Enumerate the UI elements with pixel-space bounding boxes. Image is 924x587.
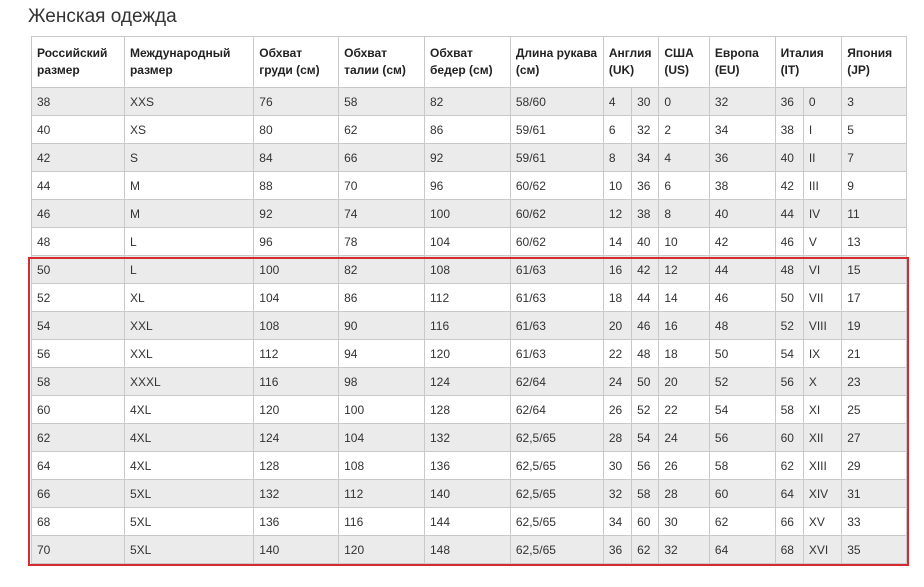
cell-international-size: 4XL: [124, 396, 253, 424]
cell-jp: 25: [842, 396, 907, 424]
cell-waist: 70: [339, 172, 425, 200]
cell-russian-size: 40: [32, 116, 125, 144]
table-row: [32, 508, 907, 536]
cell-chest: 112: [254, 340, 339, 368]
cell-sleeve: 62,5/65: [510, 424, 603, 452]
cell-jp: 27: [842, 424, 907, 452]
cell-it-a: 54: [775, 340, 803, 368]
cell-eu: 46: [709, 284, 775, 312]
cell-it-a: 42: [775, 172, 803, 200]
page-title: Женская одежда: [28, 6, 177, 27]
cell-uk-a: 10: [603, 172, 631, 200]
cell-it-a: 68: [775, 536, 803, 564]
cell-us: 14: [659, 284, 710, 312]
cell-eu: 40: [709, 200, 775, 228]
cell-it-b: VII: [803, 284, 841, 312]
cell-sleeve: 60/62: [510, 228, 603, 256]
cell-international-size: 5XL: [124, 480, 253, 508]
cell-hips: 82: [425, 88, 511, 116]
header-international-size: Международный размер: [124, 37, 253, 88]
cell-chest: 88: [254, 172, 339, 200]
cell-uk-a: 28: [603, 424, 631, 452]
cell-uk-a: 22: [603, 340, 631, 368]
table-row: [32, 228, 907, 256]
cell-sleeve: 62,5/65: [510, 508, 603, 536]
cell-hips: 120: [425, 340, 511, 368]
cell-uk-b: 52: [632, 396, 659, 424]
cell-russian-size: 50: [32, 256, 125, 284]
table-row: [32, 144, 907, 172]
cell-it-b: I: [803, 116, 841, 144]
cell-jp: 19: [842, 312, 907, 340]
cell-it-a: 56: [775, 368, 803, 396]
cell-us: 18: [659, 340, 710, 368]
cell-waist: 94: [339, 340, 425, 368]
cell-hips: 100: [425, 200, 511, 228]
cell-sleeve: 60/62: [510, 172, 603, 200]
cell-it-a: 46: [775, 228, 803, 256]
cell-waist: 98: [339, 368, 425, 396]
cell-sleeve: 62,5/65: [510, 452, 603, 480]
header-hips: Обхват бедер (см): [425, 37, 511, 88]
table-row: [32, 424, 907, 452]
cell-sleeve: 62/64: [510, 396, 603, 424]
cell-jp: 21: [842, 340, 907, 368]
cell-hips: 92: [425, 144, 511, 172]
cell-uk-b: 34: [632, 144, 659, 172]
cell-sleeve: 58/60: [510, 88, 603, 116]
cell-chest: 116: [254, 368, 339, 396]
cell-it-a: 40: [775, 144, 803, 172]
cell-it-a: 62: [775, 452, 803, 480]
cell-uk-b: 60: [632, 508, 659, 536]
table-row: [32, 256, 907, 284]
cell-uk-b: 42: [632, 256, 659, 284]
cell-jp: 35: [842, 536, 907, 564]
cell-uk-b: 44: [632, 284, 659, 312]
header-eu: Европа (EU): [709, 37, 775, 88]
cell-hips: 128: [425, 396, 511, 424]
cell-it-a: 48: [775, 256, 803, 284]
cell-jp: 33: [842, 508, 907, 536]
cell-sleeve: 62/64: [510, 368, 603, 396]
cell-russian-size: 66: [32, 480, 125, 508]
cell-uk-b: 38: [632, 200, 659, 228]
header-it: Италия (IT): [775, 37, 842, 88]
cell-international-size: XXXL: [124, 368, 253, 396]
cell-russian-size: 46: [32, 200, 125, 228]
cell-international-size: XL: [124, 284, 253, 312]
table-row: [32, 368, 907, 396]
header-row: [32, 37, 907, 88]
cell-it-a: 50: [775, 284, 803, 312]
cell-us: 12: [659, 256, 710, 284]
cell-waist: 82: [339, 256, 425, 284]
cell-it-a: 64: [775, 480, 803, 508]
cell-it-b: X: [803, 368, 841, 396]
table-row: [32, 340, 907, 368]
table-row: [32, 396, 907, 424]
cell-waist: 100: [339, 396, 425, 424]
cell-us: 26: [659, 452, 710, 480]
cell-us: 22: [659, 396, 710, 424]
cell-international-size: 5XL: [124, 508, 253, 536]
table-row: [32, 480, 907, 508]
cell-it-b: V: [803, 228, 841, 256]
cell-jp: 3: [842, 88, 907, 116]
cell-chest: 84: [254, 144, 339, 172]
cell-eu: 36: [709, 144, 775, 172]
cell-uk-b: 32: [632, 116, 659, 144]
cell-eu: 42: [709, 228, 775, 256]
cell-chest: 76: [254, 88, 339, 116]
header-chest: Обхват груди (см): [254, 37, 339, 88]
cell-hips: 124: [425, 368, 511, 396]
header-russian-size: Российский размер: [32, 37, 125, 88]
cell-chest: 136: [254, 508, 339, 536]
cell-chest: 92: [254, 200, 339, 228]
cell-it-a: 66: [775, 508, 803, 536]
cell-international-size: M: [124, 200, 253, 228]
cell-chest: 80: [254, 116, 339, 144]
table-row: [32, 88, 907, 116]
cell-russian-size: 64: [32, 452, 125, 480]
cell-waist: 78: [339, 228, 425, 256]
cell-hips: 112: [425, 284, 511, 312]
cell-waist: 116: [339, 508, 425, 536]
cell-hips: 96: [425, 172, 511, 200]
cell-russian-size: 44: [32, 172, 125, 200]
cell-us: 20: [659, 368, 710, 396]
cell-it-b: XI: [803, 396, 841, 424]
cell-uk-b: 40: [632, 228, 659, 256]
cell-us: 2: [659, 116, 710, 144]
cell-eu: 54: [709, 396, 775, 424]
cell-uk-b: 30: [632, 88, 659, 116]
cell-waist: 112: [339, 480, 425, 508]
cell-chest: 108: [254, 312, 339, 340]
cell-it-b: XIV: [803, 480, 841, 508]
cell-russian-size: 70: [32, 536, 125, 564]
cell-uk-b: 56: [632, 452, 659, 480]
table-row: [32, 116, 907, 144]
cell-waist: 104: [339, 424, 425, 452]
cell-chest: 100: [254, 256, 339, 284]
cell-jp: 17: [842, 284, 907, 312]
cell-chest: 128: [254, 452, 339, 480]
cell-uk-a: 20: [603, 312, 631, 340]
cell-waist: 66: [339, 144, 425, 172]
table-row: [32, 312, 907, 340]
cell-uk-a: 36: [603, 536, 631, 564]
cell-hips: 104: [425, 228, 511, 256]
cell-uk-a: 4: [603, 88, 631, 116]
table-row: [32, 284, 907, 312]
cell-eu: 56: [709, 424, 775, 452]
cell-waist: 120: [339, 536, 425, 564]
cell-us: 24: [659, 424, 710, 452]
cell-eu: 50: [709, 340, 775, 368]
cell-russian-size: 68: [32, 508, 125, 536]
cell-uk-a: 26: [603, 396, 631, 424]
cell-waist: 74: [339, 200, 425, 228]
cell-chest: 140: [254, 536, 339, 564]
cell-uk-a: 24: [603, 368, 631, 396]
cell-it-b: VI: [803, 256, 841, 284]
cell-it-b: VIII: [803, 312, 841, 340]
cell-us: 30: [659, 508, 710, 536]
header-jp: Япония (JP): [842, 37, 907, 88]
cell-jp: 5: [842, 116, 907, 144]
header-uk: Англия (UK): [603, 37, 659, 88]
size-table-body: [32, 88, 907, 564]
cell-it-b: 0: [803, 88, 841, 116]
cell-uk-a: 30: [603, 452, 631, 480]
cell-international-size: XXL: [124, 312, 253, 340]
cell-uk-a: 8: [603, 144, 631, 172]
cell-jp: 7: [842, 144, 907, 172]
cell-it-a: 36: [775, 88, 803, 116]
cell-chest: 96: [254, 228, 339, 256]
cell-uk-b: 48: [632, 340, 659, 368]
cell-it-b: III: [803, 172, 841, 200]
cell-eu: 48: [709, 312, 775, 340]
cell-sleeve: 61/63: [510, 312, 603, 340]
cell-uk-a: 32: [603, 480, 631, 508]
size-chart: [31, 36, 907, 564]
cell-russian-size: 52: [32, 284, 125, 312]
cell-hips: 132: [425, 424, 511, 452]
cell-waist: 58: [339, 88, 425, 116]
cell-eu: 60: [709, 480, 775, 508]
cell-chest: 124: [254, 424, 339, 452]
header-sleeve: Длина рукава (см): [510, 37, 603, 88]
cell-russian-size: 62: [32, 424, 125, 452]
cell-waist: 86: [339, 284, 425, 312]
cell-it-b: XII: [803, 424, 841, 452]
cell-russian-size: 58: [32, 368, 125, 396]
cell-sleeve: 59/61: [510, 144, 603, 172]
cell-jp: 13: [842, 228, 907, 256]
cell-it-a: 52: [775, 312, 803, 340]
cell-eu: 58: [709, 452, 775, 480]
cell-chest: 132: [254, 480, 339, 508]
cell-uk-a: 14: [603, 228, 631, 256]
cell-chest: 120: [254, 396, 339, 424]
cell-uk-a: 18: [603, 284, 631, 312]
cell-us: 32: [659, 536, 710, 564]
cell-international-size: 4XL: [124, 424, 253, 452]
table-row: [32, 452, 907, 480]
cell-waist: 62: [339, 116, 425, 144]
cell-uk-a: 12: [603, 200, 631, 228]
header-us: США (US): [659, 37, 710, 88]
cell-uk-a: 6: [603, 116, 631, 144]
cell-uk-b: 62: [632, 536, 659, 564]
cell-us: 4: [659, 144, 710, 172]
cell-uk-b: 54: [632, 424, 659, 452]
cell-russian-size: 56: [32, 340, 125, 368]
cell-international-size: 5XL: [124, 536, 253, 564]
cell-uk-b: 58: [632, 480, 659, 508]
cell-hips: 148: [425, 536, 511, 564]
cell-eu: 44: [709, 256, 775, 284]
cell-uk-b: 50: [632, 368, 659, 396]
cell-us: 10: [659, 228, 710, 256]
cell-sleeve: 61/63: [510, 256, 603, 284]
table-row: [32, 536, 907, 564]
cell-sleeve: 61/63: [510, 284, 603, 312]
cell-sleeve: 62,5/65: [510, 480, 603, 508]
cell-international-size: M: [124, 172, 253, 200]
cell-sleeve: 62,5/65: [510, 536, 603, 564]
header-waist: Обхват талии (см): [339, 37, 425, 88]
cell-jp: 31: [842, 480, 907, 508]
cell-it-a: 58: [775, 396, 803, 424]
cell-chest: 104: [254, 284, 339, 312]
cell-eu: 32: [709, 88, 775, 116]
table-row: [32, 200, 907, 228]
cell-jp: 11: [842, 200, 907, 228]
cell-it-b: II: [803, 144, 841, 172]
cell-sleeve: 60/62: [510, 200, 603, 228]
cell-uk-a: 34: [603, 508, 631, 536]
cell-it-b: XIII: [803, 452, 841, 480]
cell-it-b: IX: [803, 340, 841, 368]
cell-russian-size: 60: [32, 396, 125, 424]
cell-russian-size: 54: [32, 312, 125, 340]
cell-international-size: XXS: [124, 88, 253, 116]
cell-international-size: 4XL: [124, 452, 253, 480]
cell-hips: 140: [425, 480, 511, 508]
cell-eu: 38: [709, 172, 775, 200]
cell-us: 0: [659, 88, 710, 116]
cell-hips: 144: [425, 508, 511, 536]
cell-jp: 29: [842, 452, 907, 480]
cell-jp: 9: [842, 172, 907, 200]
cell-hips: 136: [425, 452, 511, 480]
cell-it-a: 44: [775, 200, 803, 228]
cell-uk-a: 16: [603, 256, 631, 284]
cell-international-size: XS: [124, 116, 253, 144]
cell-it-b: XVI: [803, 536, 841, 564]
cell-eu: 34: [709, 116, 775, 144]
cell-sleeve: 61/63: [510, 340, 603, 368]
cell-it-a: 38: [775, 116, 803, 144]
cell-hips: 108: [425, 256, 511, 284]
cell-sleeve: 59/61: [510, 116, 603, 144]
cell-hips: 116: [425, 312, 511, 340]
cell-eu: 52: [709, 368, 775, 396]
cell-us: 16: [659, 312, 710, 340]
cell-eu: 62: [709, 508, 775, 536]
cell-international-size: XXL: [124, 340, 253, 368]
cell-international-size: L: [124, 228, 253, 256]
cell-it-b: IV: [803, 200, 841, 228]
cell-jp: 23: [842, 368, 907, 396]
cell-waist: 108: [339, 452, 425, 480]
cell-international-size: S: [124, 144, 253, 172]
cell-russian-size: 48: [32, 228, 125, 256]
cell-it-a: 60: [775, 424, 803, 452]
cell-waist: 90: [339, 312, 425, 340]
cell-eu: 64: [709, 536, 775, 564]
cell-us: 28: [659, 480, 710, 508]
cell-hips: 86: [425, 116, 511, 144]
cell-russian-size: 42: [32, 144, 125, 172]
cell-it-b: XV: [803, 508, 841, 536]
size-table: [31, 36, 907, 564]
table-row: [32, 172, 907, 200]
cell-jp: 15: [842, 256, 907, 284]
cell-russian-size: 38: [32, 88, 125, 116]
cell-international-size: L: [124, 256, 253, 284]
cell-uk-b: 36: [632, 172, 659, 200]
cell-us: 6: [659, 172, 710, 200]
cell-us: 8: [659, 200, 710, 228]
cell-uk-b: 46: [632, 312, 659, 340]
